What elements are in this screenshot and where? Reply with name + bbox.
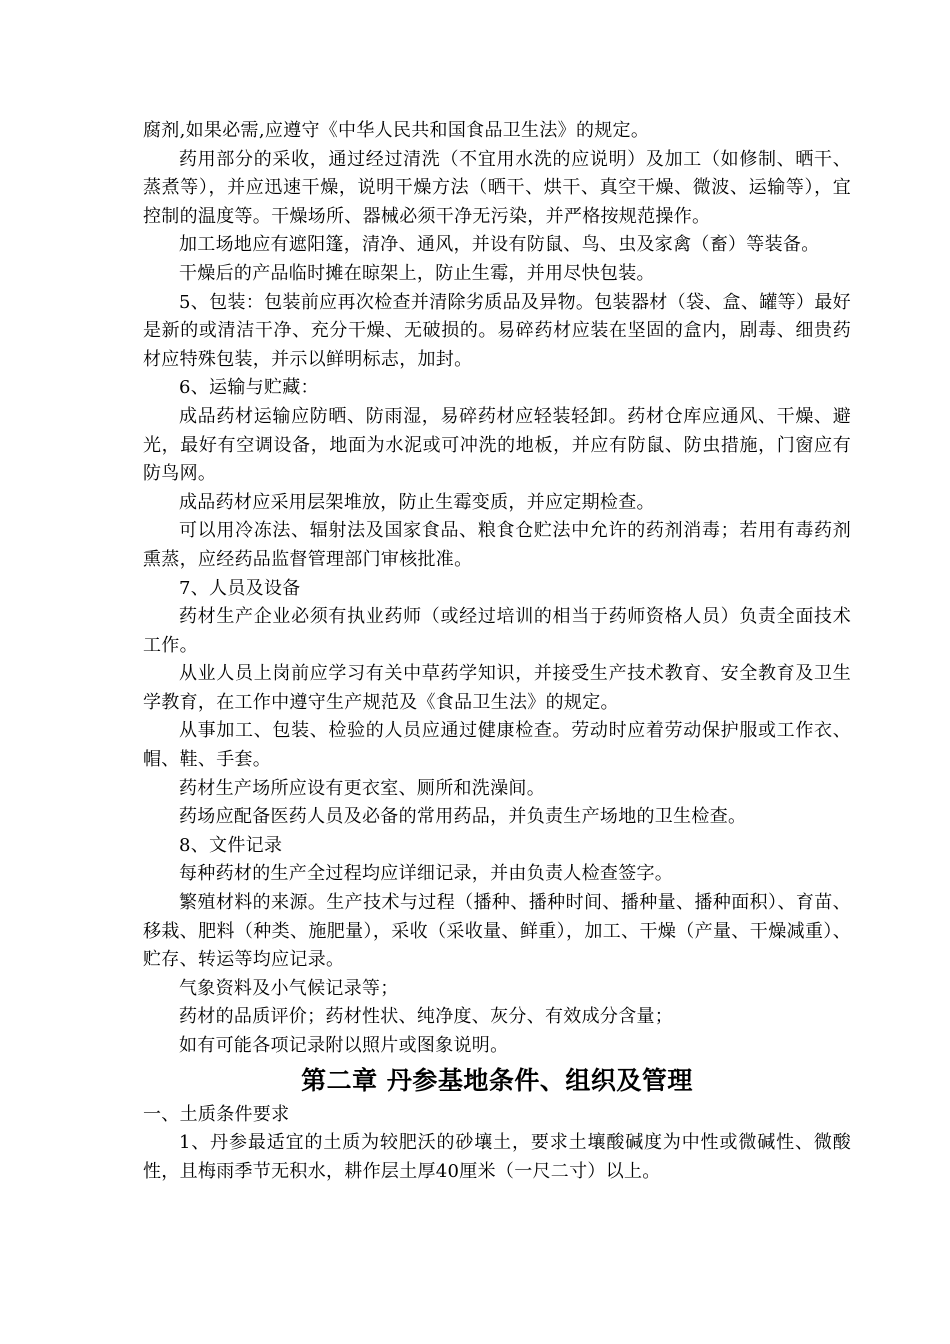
subheading-documentation: 8、文件记录	[179, 834, 283, 856]
subheading-transport-storage: 6、运输与贮藏：	[179, 377, 319, 399]
subheading-personnel-equipment: 7、人员及设备	[179, 577, 301, 599]
paragraph: 药材生产场所应设有更衣室、厕所和洗澡间。	[179, 777, 545, 799]
paragraph: 加工场地应有遮阳篷，清净、通风，并设有防鼠、鸟、虫及家禽（畜）等装备。	[179, 234, 820, 256]
paragraph: 气象资料及小气候记录等；	[179, 977, 399, 999]
paragraph: 可以用冷冻法、辐射法及国家食品、粮食仓贮法中允许的药剂消毒；若用有毒药剂熏蒸，应经药品监督管理部门审核批准。	[143, 520, 851, 570]
document-body	[143, 117, 851, 1186]
paragraph: 每种药材的生产全过程均应详细记录，并由负责人检查签字。	[179, 863, 674, 885]
section-title: 一、土质条件要求	[143, 1103, 290, 1125]
paragraph: 药用部分的采收，通过经过清洗（不宜用水洗的应说明）及加工（如修制、晒干、蒸煮等），并应迅速干燥，说明干燥方法（晒干、烘干、真空干燥、微波、运输等），宜控制的温度等。干燥场所、器械必须干净无污染，并严格按规范操作。	[143, 148, 851, 227]
section-paragraph: 1、丹参最适宜的土质为较肥沃的砂壤土，要求土壤酸碱度为中性或微碱性、微酸性，且梅雨季节无积水，耕作层土厚40厘米（一尺二寸）以上。	[143, 1132, 851, 1182]
paragraph: 干燥后的产品临时摊在晾架上，防止生霉，并用尽快包装。	[179, 262, 655, 284]
paragraph: 药材生产企业必须有执业药师（或经过培训的相当于药师资格人员）负责全面技术工作。	[143, 606, 851, 656]
paragraph: 如有可能各项记录附以照片或图象说明。	[179, 1035, 509, 1056]
paragraph: 繁殖材料的来源。生产技术与过程（播种、播种时间、播种量、播种面积）、育苗、移栽、肥料（种类、施肥量），采收（采收量、鲜重），加工、干燥（产量、干燥减重）、贮存、转运等均应记录。	[143, 892, 851, 971]
paragraph-packaging: 5、包装：包装前应再次检查并清除劣质品及异物。包装器材（袋、盒、罐等）最好是新的或清洁干净、充分干燥、无破损的。易碎药材应装在坚固的盒内，剧毒、细贵药材应特殊包装，并示以鲜明标志，加封。	[143, 291, 851, 370]
chapter-title: 第二章 丹参基地条件、组织及管理	[301, 1065, 693, 1095]
paragraph: 从事加工、包装、检验的人员应通过健康检查。劳动时应着劳动保护服或工作衣、帽、鞋、手套。	[143, 720, 851, 771]
paragraph: 成品药材应采用层架堆放，防止生霉变质，并应定期检查。	[179, 491, 655, 513]
paragraph: 成品药材运输应防晒、防雨湿，易碎药材应轻装轻卸。药材仓库应通风、干燥、避光，最好有空调设备，地面为水泥或可冲洗的地板，并应有防鼠、防虫措施，门窗应有防鸟网。	[143, 405, 851, 485]
paragraph-continuation: 腐剂,如果必需,应遵守《中华人民共和国食品卫生法》的规定。	[143, 120, 650, 141]
paragraph: 从业人员上岗前应学习有关中草药学知识，并接受生产技术教育、安全教育及卫生学教育，在工作中遵守生产规范及《食品卫生法》的规定。	[143, 663, 851, 713]
paragraph: 药材的品质评价；药材性状、纯净度、灰分、有效成分含量；	[179, 1006, 674, 1028]
paragraph: 药场应配备医药人员及必备的常用药品，并负责生产场地的卫生检查。	[179, 806, 747, 828]
